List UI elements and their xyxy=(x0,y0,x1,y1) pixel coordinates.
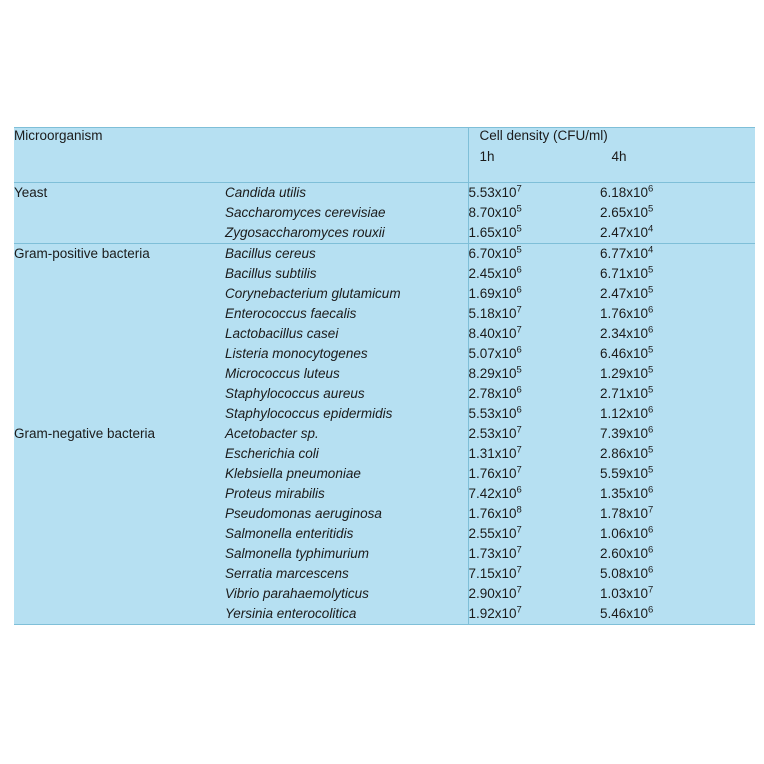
cell-density-1h: $1.92x10^7$ xyxy=(468,604,522,621)
exponent: 5 xyxy=(648,364,654,376)
exponent: 6 xyxy=(648,564,654,576)
cell-density-4h: $6.71x10^5$ xyxy=(600,264,654,281)
species-name: Candida utilis xyxy=(225,185,307,200)
species-name: Listeria monocytogenes xyxy=(225,346,368,361)
cell-density-1h: $2.45x10^6$ xyxy=(468,264,522,281)
cell-density-1h: $2.55x10^7$ xyxy=(468,524,522,541)
column-header-1h: 1h xyxy=(479,149,495,164)
exponent: 4 xyxy=(648,223,654,235)
cell-density-4h: $5.59x10^5$ xyxy=(600,464,654,481)
species-name: Bacillus subtilis xyxy=(225,266,317,281)
cell-density-1h-list xyxy=(468,183,600,244)
cell-density-1h: $1.65x10^5$ xyxy=(468,223,522,240)
species-name: Saccharomyces cerevisiae xyxy=(225,205,386,220)
species-name: Pseudomonas aeruginosa xyxy=(225,506,382,521)
exponent: 6 xyxy=(648,404,654,416)
species-name: Acetobacter sp. xyxy=(225,426,319,441)
cell-density-4h: $1.35x10^6$ xyxy=(600,484,654,501)
exponent: 7 xyxy=(648,504,654,516)
group-label: Yeast xyxy=(14,183,225,244)
species-name: Vibrio parahaemolyticus xyxy=(225,586,369,601)
cell-density-1h: $8.40x10^7$ xyxy=(468,324,522,341)
species-name: Corynebacterium glutamicum xyxy=(225,286,401,301)
cell-density-4h-list xyxy=(600,424,755,625)
species-name: Bacillus cereus xyxy=(225,246,316,261)
cell-density-1h-list xyxy=(468,424,600,625)
cell-density-1h: $8.70x10^5$ xyxy=(468,203,522,220)
exponent: 6 xyxy=(648,524,654,536)
cell-density-4h: $6.18x10^6$ xyxy=(600,183,654,200)
exponent: 5 xyxy=(648,444,654,456)
species-name: Escherichia coli xyxy=(225,446,319,461)
exponent: 5 xyxy=(648,203,654,215)
exponent: 5 xyxy=(516,203,522,215)
table-head xyxy=(14,128,755,183)
species-list xyxy=(225,244,468,425)
exponent: 6 xyxy=(648,183,654,195)
exponent: 7 xyxy=(516,464,522,476)
species-name: Micrococcus luteus xyxy=(225,366,340,381)
table-section-row xyxy=(14,424,755,625)
microorganism-cell-density-table xyxy=(14,127,755,625)
species-list xyxy=(225,183,468,244)
cell-density-4h: $2.86x10^5$ xyxy=(600,444,654,461)
cell-density-4h-list xyxy=(600,183,755,244)
exponent: 6 xyxy=(648,424,654,436)
exponent: 5 xyxy=(648,344,654,356)
exponent: 6 xyxy=(516,404,522,416)
exponent: 6 xyxy=(516,284,522,296)
cell-density-4h-list xyxy=(600,244,755,425)
cell-density-1h: $5.18x10^7$ xyxy=(468,304,522,321)
cell-density-4h: $1.78x10^7$ xyxy=(600,504,654,521)
cell-density-1h-list xyxy=(468,244,600,425)
cell-density-1h: $5.53x10^6$ xyxy=(468,404,522,421)
exponent: 6 xyxy=(516,484,522,496)
column-header-cell-density xyxy=(468,128,755,183)
cell-density-4h: $1.03x10^7$ xyxy=(600,584,654,601)
exponent: 8 xyxy=(516,504,522,516)
cell-density-1h: $1.31x10^7$ xyxy=(468,444,522,461)
cell-density-4h: $2.47x10^5$ xyxy=(600,284,654,301)
group-label: Gram-positive bacteria xyxy=(14,244,225,425)
cell-density-1h: $7.42x10^6$ xyxy=(468,484,522,501)
cell-density-1h: $8.29x10^5$ xyxy=(468,364,522,381)
cell-density-1h: $2.90x10^7$ xyxy=(468,584,522,601)
cell-density-4h: $2.65x10^5$ xyxy=(600,203,654,220)
species-name: Staphylococcus aureus xyxy=(225,386,365,401)
table-body xyxy=(14,183,755,625)
cell-density-title: Cell density (CFU/ml) xyxy=(479,128,608,143)
exponent: 6 xyxy=(516,264,522,276)
cell-density-subheaders xyxy=(469,143,756,164)
table-header-row xyxy=(14,128,755,183)
cell-density-4h: $1.29x10^5$ xyxy=(600,364,654,381)
exponent: 6 xyxy=(516,344,522,356)
exponent: 7 xyxy=(516,324,522,336)
exponent: 7 xyxy=(516,544,522,556)
cell-density-4h: $7.39x10^6$ xyxy=(600,424,654,441)
species-name: Salmonella typhimurium xyxy=(225,546,370,561)
species-name: Enterococcus faecalis xyxy=(225,306,357,321)
species-name: Lactobacillus casei xyxy=(225,326,339,341)
group-label: Gram-negative bacteria xyxy=(14,424,225,625)
cell-density-1h: $1.76x10^8$ xyxy=(468,504,522,521)
species-name: Staphylococcus epidermidis xyxy=(225,406,393,421)
exponent: 5 xyxy=(648,464,654,476)
column-header-microorganism: Microorganism xyxy=(14,128,468,183)
exponent: 5 xyxy=(516,223,522,235)
cell-density-4h: $1.76x10^6$ xyxy=(600,304,654,321)
species-name: Serratia marcescens xyxy=(225,566,349,581)
species-name: Proteus mirabilis xyxy=(225,486,325,501)
cell-density-4h: $2.47x10^4$ xyxy=(600,223,654,240)
cell-density-1h: $1.76x10^7$ xyxy=(468,464,522,481)
exponent: 5 xyxy=(648,264,654,276)
table-section-row xyxy=(14,183,755,244)
exponent: 6 xyxy=(648,304,654,316)
cell-density-4h: $2.60x10^6$ xyxy=(600,544,654,561)
exponent: 7 xyxy=(516,183,522,195)
exponent: 7 xyxy=(516,424,522,436)
cell-density-4h: $2.34x10^6$ xyxy=(600,324,654,341)
exponent: 7 xyxy=(516,304,522,316)
cell-density-1h: $6.70x10^5$ xyxy=(468,244,522,261)
exponent: 5 xyxy=(516,364,522,376)
cell-density-1h: $5.53x10^7$ xyxy=(468,183,522,200)
cell-density-4h: $6.46x10^5$ xyxy=(600,344,654,361)
species-name: Klebsiella pneumoniae xyxy=(225,466,361,481)
exponent: 6 xyxy=(648,484,654,496)
cell-density-1h: $5.07x10^6$ xyxy=(468,344,522,361)
cell-density-4h: $1.06x10^6$ xyxy=(600,524,654,541)
species-name: Zygosaccharomyces rouxii xyxy=(225,225,385,240)
exponent: 7 xyxy=(516,584,522,596)
species-name: Yersinia enterocolitica xyxy=(225,606,357,621)
exponent: 7 xyxy=(516,564,522,576)
species-name: Salmonella enteritidis xyxy=(225,526,354,541)
exponent: 6 xyxy=(648,324,654,336)
table-section-row xyxy=(14,244,755,425)
cell-density-4h: $5.08x10^6$ xyxy=(600,564,654,581)
exponent: 7 xyxy=(516,444,522,456)
cell-density-4h: $2.71x10^5$ xyxy=(600,384,654,401)
cell-density-1h: $2.78x10^6$ xyxy=(468,384,522,401)
exponent: 5 xyxy=(648,384,654,396)
exponent: 5 xyxy=(648,284,654,296)
cell-density-4h: $6.77x10^4$ xyxy=(600,244,654,261)
cell-density-1h: $2.53x10^7$ xyxy=(468,424,522,441)
exponent: 4 xyxy=(648,244,654,256)
column-header-4h: 4h xyxy=(611,149,627,164)
exponent: 6 xyxy=(516,384,522,396)
exponent: 7 xyxy=(648,584,654,596)
species-list xyxy=(225,424,468,625)
data-table xyxy=(14,127,755,625)
exponent: 5 xyxy=(516,244,522,256)
exponent: 6 xyxy=(648,544,654,556)
exponent: 6 xyxy=(648,604,654,616)
exponent: 7 xyxy=(516,604,522,616)
cell-density-4h: $1.12x10^6$ xyxy=(600,404,654,421)
cell-density-1h: $7.15x10^7$ xyxy=(468,564,522,581)
cell-density-1h: $1.73x10^7$ xyxy=(468,544,522,561)
cell-density-4h: $5.46x10^6$ xyxy=(600,604,654,621)
cell-density-1h: $1.69x10^6$ xyxy=(468,284,522,301)
exponent: 7 xyxy=(516,524,522,536)
